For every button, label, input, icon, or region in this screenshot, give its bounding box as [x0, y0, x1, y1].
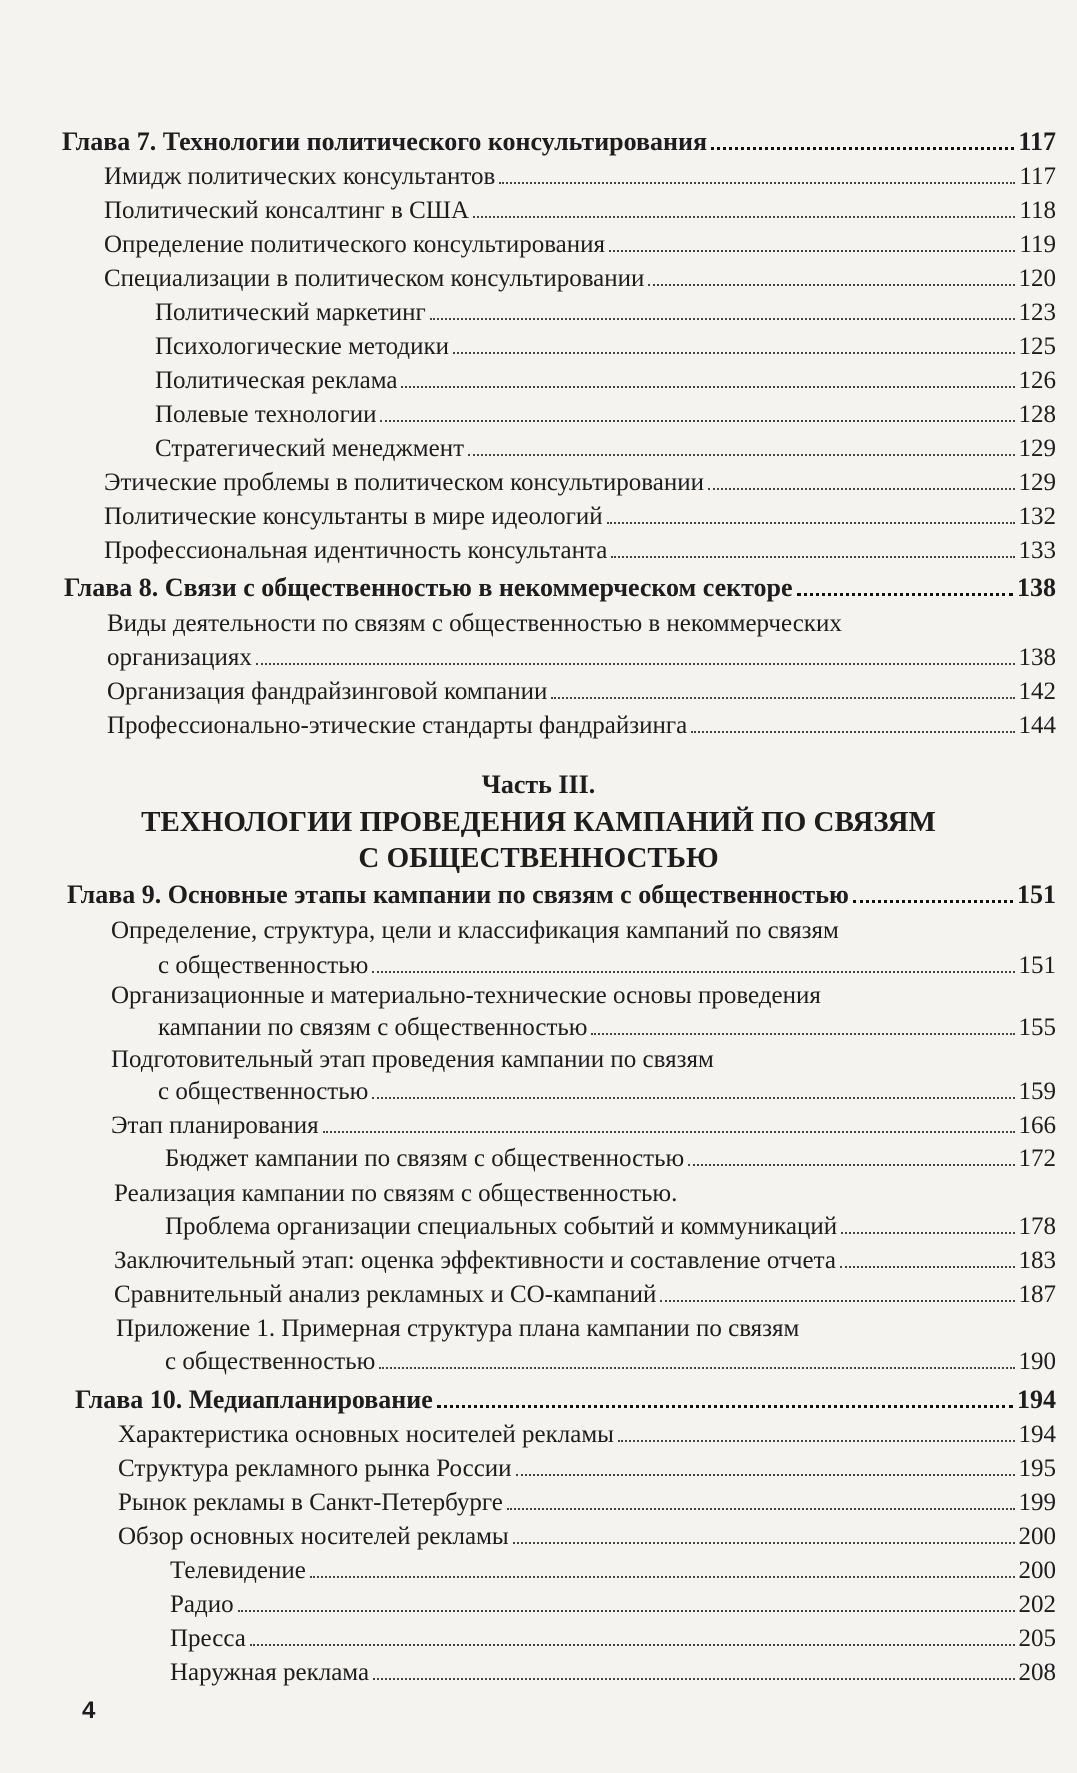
toc-entry: Этические проблемы в политическом консультировании 129 [104, 469, 1056, 496]
toc-entry: Психологические методики 125 [155, 333, 1056, 360]
toc-entry: Бюджет кампании по связям с общественностью 172 [165, 1145, 1056, 1172]
toc-entry-line1: Приложение 1. Примерная структура плана кампании по связям [116, 1315, 800, 1342]
toc-entry: Политические консультанты в мире идеологий 132 [104, 503, 1056, 530]
toc-entry: с общественностью 151 [158, 952, 1056, 979]
chapter-page: 151 [1017, 880, 1056, 909]
toc-entry: Сравнительный анализ рекламных и СО-кампаний 187 [114, 1281, 1056, 1308]
toc-entry: Обзор основных носителей рекламы 200 [118, 1523, 1056, 1550]
chapter-title: Глава 10. Медиапланирование [75, 1385, 433, 1414]
toc-entry-line1: Реализация кампании по связям с общественностью. [114, 1180, 678, 1207]
toc-entry: Политический маркетинг 123 [155, 299, 1056, 326]
toc-entry: Заключительный этап: оценка эффективности и составление отчета 183 [114, 1247, 1056, 1274]
chapter-title: Глава 8. Связи с общественностью в некоммерческом секторе [64, 573, 793, 602]
part-heading-line2: С ОБЩЕСТВЕННОСТЬЮ [358, 842, 719, 874]
chapter-page: 117 [1018, 127, 1056, 156]
toc-entry: с общественностью 159 [158, 1078, 1056, 1105]
toc-entry: Имидж политических консультантов 117 [104, 163, 1056, 190]
chapter-page: 138 [1017, 573, 1056, 602]
toc-entry: Проблема организации специальных событий и коммуникаций 178 [165, 1213, 1056, 1240]
toc-entry-line1: Организационные и материально-технические основы проведения [111, 982, 821, 1009]
toc-entry: Телевидение 200 [170, 1557, 1056, 1584]
toc-entry: Стратегический менеджмент 129 [155, 435, 1056, 462]
page-number: 4 [82, 1697, 96, 1724]
part-heading-line1: ТЕХНОЛОГИИ ПРОВЕДЕНИЯ КАМПАНИЙ ПО СВЯЗЯМ [141, 806, 936, 838]
toc-entry: Профессионально-этические стандарты фандрайзинга 144 [107, 712, 1056, 739]
toc-entry-line1: Подготовительный этап проведения кампании по связям [111, 1046, 714, 1073]
toc-entry: Этап планирования 166 [111, 1112, 1056, 1139]
toc-entry: Профессиональная идентичность консультанта 133 [104, 537, 1056, 564]
toc-entry: Структура рекламного рынка России 195 [118, 1455, 1056, 1482]
part-label: Часть III. [481, 770, 596, 799]
chapter-page: 194 [1017, 1385, 1056, 1414]
toc-entry: Пресса 205 [170, 1625, 1056, 1652]
toc-entry: с общественностью 190 [165, 1348, 1056, 1375]
toc-entry: Организация фандрайзинговой компании 142 [107, 678, 1056, 705]
toc-entry: Специализации в политическом консультировании 120 [104, 265, 1056, 292]
toc-entry: Политическая реклама 126 [155, 367, 1056, 394]
chapter-title: Глава 9. Основные этапы кампании по связям с общественностью [67, 880, 849, 909]
toc-entry: Рынок рекламы в Санкт-Петербурге 199 [118, 1489, 1056, 1516]
toc-entry: Определение политического консультирования 119 [104, 231, 1056, 258]
toc-entry: Радио 202 [170, 1591, 1056, 1618]
toc-chapter-9 [67, 879, 1056, 911]
toc-entry: Полевые технологии 128 [155, 401, 1056, 428]
toc-entry: Политический консалтинг в США 118 [104, 197, 1056, 224]
toc-entry: Наружная реклама 208 [170, 1659, 1056, 1686]
toc-chapter-10 [75, 1384, 1056, 1416]
toc-chapter-8 [64, 572, 1056, 604]
chapter-title: Глава 7. Технологии политического консультирования [62, 127, 708, 156]
toc-entry: организациях 138 [107, 644, 1056, 671]
toc-entry: Характеристика основных носителей рекламы 194 [118, 1421, 1056, 1448]
toc-entry-line1: Определение, структура, цели и классификация кампаний по связям [111, 917, 839, 944]
toc-chapter-7 [62, 126, 1056, 158]
toc-entry-line1: Виды деятельности по связям с общественностью в некоммерческих [107, 610, 842, 637]
toc-entry: кампании по связям с общественностью 155 [158, 1014, 1056, 1041]
